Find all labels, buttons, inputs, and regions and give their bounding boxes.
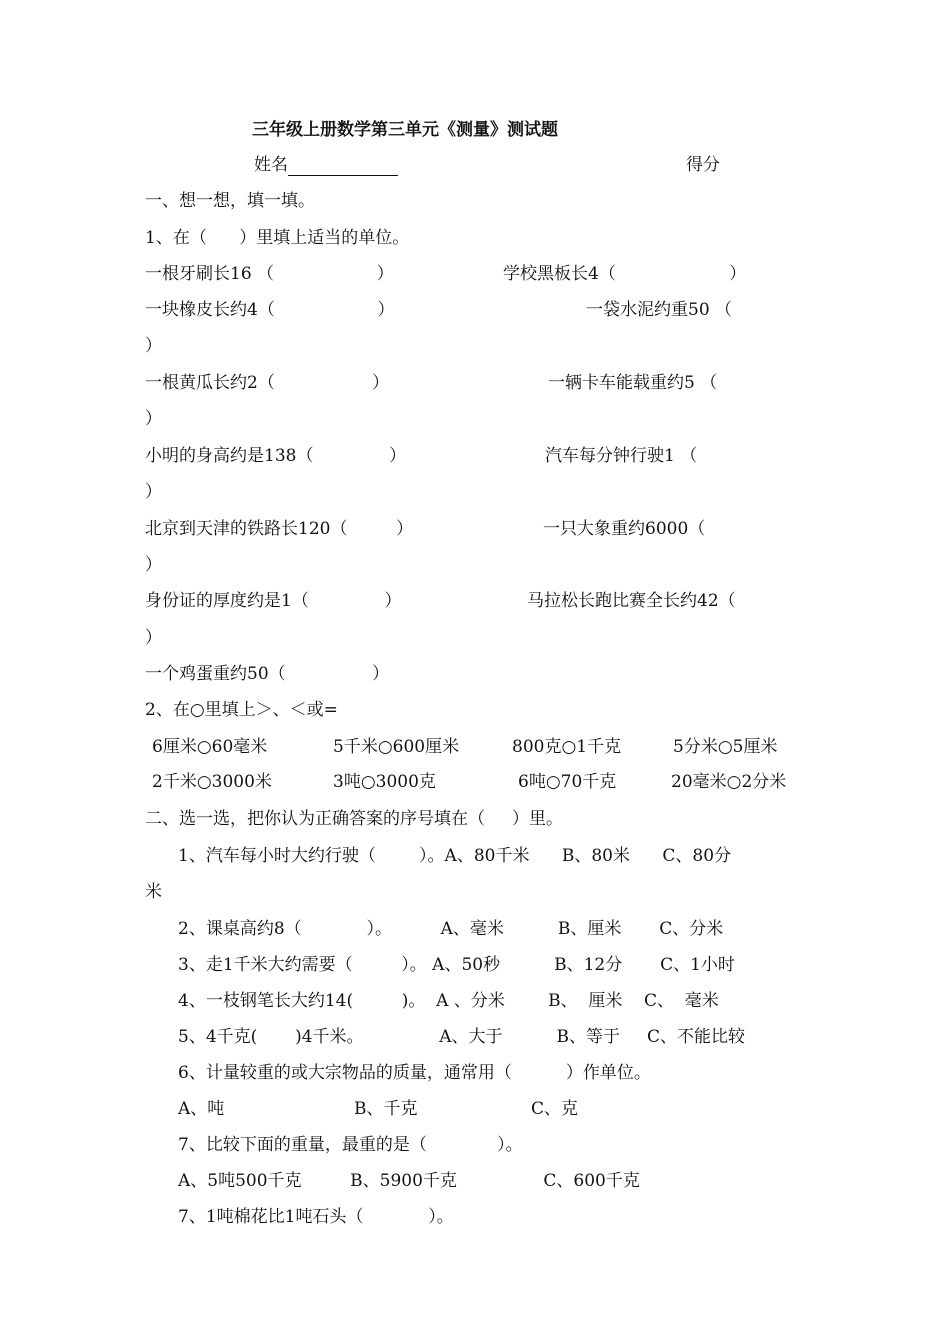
q1-item: 一根黄瓜长约2（ ） xyxy=(145,373,390,393)
q2-item: 6厘米○60毫米 xyxy=(152,737,268,757)
name-blank[interactable] xyxy=(288,157,398,176)
q1-item-continuation: ） xyxy=(145,555,162,575)
s2-line: 4、一枝钢笔长大约14( )。 A 、分米 B、 厘米 C、 毫米 xyxy=(178,991,719,1011)
q1-item: 马拉松长跑比赛全长约42（ xyxy=(527,591,736,611)
s2-line: 3、走1千米大约需要（ ）。 A、50秒 B、12分 C、1小时 xyxy=(178,955,735,975)
s2-options: A、5吨500千克 B、5900千克 C、600千克 xyxy=(178,1171,640,1191)
q2-item: 2千米○3000米 xyxy=(152,772,272,792)
name-field xyxy=(254,154,398,176)
q1-item-continuation: ） xyxy=(145,336,162,356)
q1-item: 汽车每分钟行驶1 （ xyxy=(545,446,698,466)
q2-item: 3吨○3000克 xyxy=(333,772,436,792)
s2-line-continuation: 米 xyxy=(145,882,162,902)
s2-line: 7、1吨棉花比1吨石头（ ）。 xyxy=(178,1207,454,1227)
section-1-heading: 一、想一想，填一填。 xyxy=(145,191,315,211)
q1-item: 一袋水泥约重50 （ xyxy=(586,300,733,320)
q1-prompt: 1、在（ ）里填上适当的单位。 xyxy=(145,228,410,248)
s2-line: 6、计量较重的或大宗物品的质量，通常用（ ）作单位。 xyxy=(178,1063,651,1083)
q2-prompt: 2、在○里填上＞、＜或= xyxy=(145,700,338,720)
q2-item: 800克○1千克 xyxy=(512,737,622,757)
q1-item: 一块橡皮长约4（ ） xyxy=(145,300,395,320)
s2-line: 2、课桌高约8（ ）。 A、毫米 B、厘米 C、分米 xyxy=(178,919,724,939)
s2-line: 5、4千克( )4千米。 A、大于 B、等于 C、不能比较 xyxy=(178,1027,746,1047)
q1-item: 学校黑板长4（ ） xyxy=(503,264,747,284)
q2-item: 5千米○600厘米 xyxy=(333,737,460,757)
page-title: 三年级上册数学第三单元《测量》测试题 xyxy=(252,120,558,140)
q2-item: 20毫米○2分米 xyxy=(671,772,787,792)
score-label: 得分 xyxy=(686,155,720,175)
q1-item: 一个鸡蛋重约50（ ） xyxy=(145,664,390,684)
q1-item: 身份证的厚度约是1（ ） xyxy=(145,591,402,611)
q2-item: 5分米○5厘米 xyxy=(673,737,778,757)
q1-item: 一辆卡车能载重约5 （ xyxy=(548,373,718,393)
q1-item: 一只大象重约6000（ xyxy=(543,519,706,539)
s2-line: 1、汽车每小时大约行驶（ ）。A、80千米 B、80米 C、80分 xyxy=(178,846,732,866)
q1-item: 小明的身高约是138（ ） xyxy=(145,446,407,466)
q1-item: 一根牙刷长16 （ ） xyxy=(145,264,394,284)
s2-options: A、吨 B、千克 C、克 xyxy=(178,1099,578,1119)
section-2-heading: 二、选一选，把你认为正确答案的序号填在（ ）里。 xyxy=(145,809,564,829)
q1-item: 北京到天津的铁路长120（ ） xyxy=(145,519,414,539)
name-label: 姓名 xyxy=(254,155,288,175)
q1-item-continuation: ） xyxy=(145,628,162,648)
q2-item: 6吨○70千克 xyxy=(518,772,617,792)
q1-item-continuation: ） xyxy=(145,482,162,502)
q1-item-continuation: ） xyxy=(145,409,162,429)
s2-line: 7、比较下面的重量，最重的是（ ）。 xyxy=(178,1135,523,1155)
